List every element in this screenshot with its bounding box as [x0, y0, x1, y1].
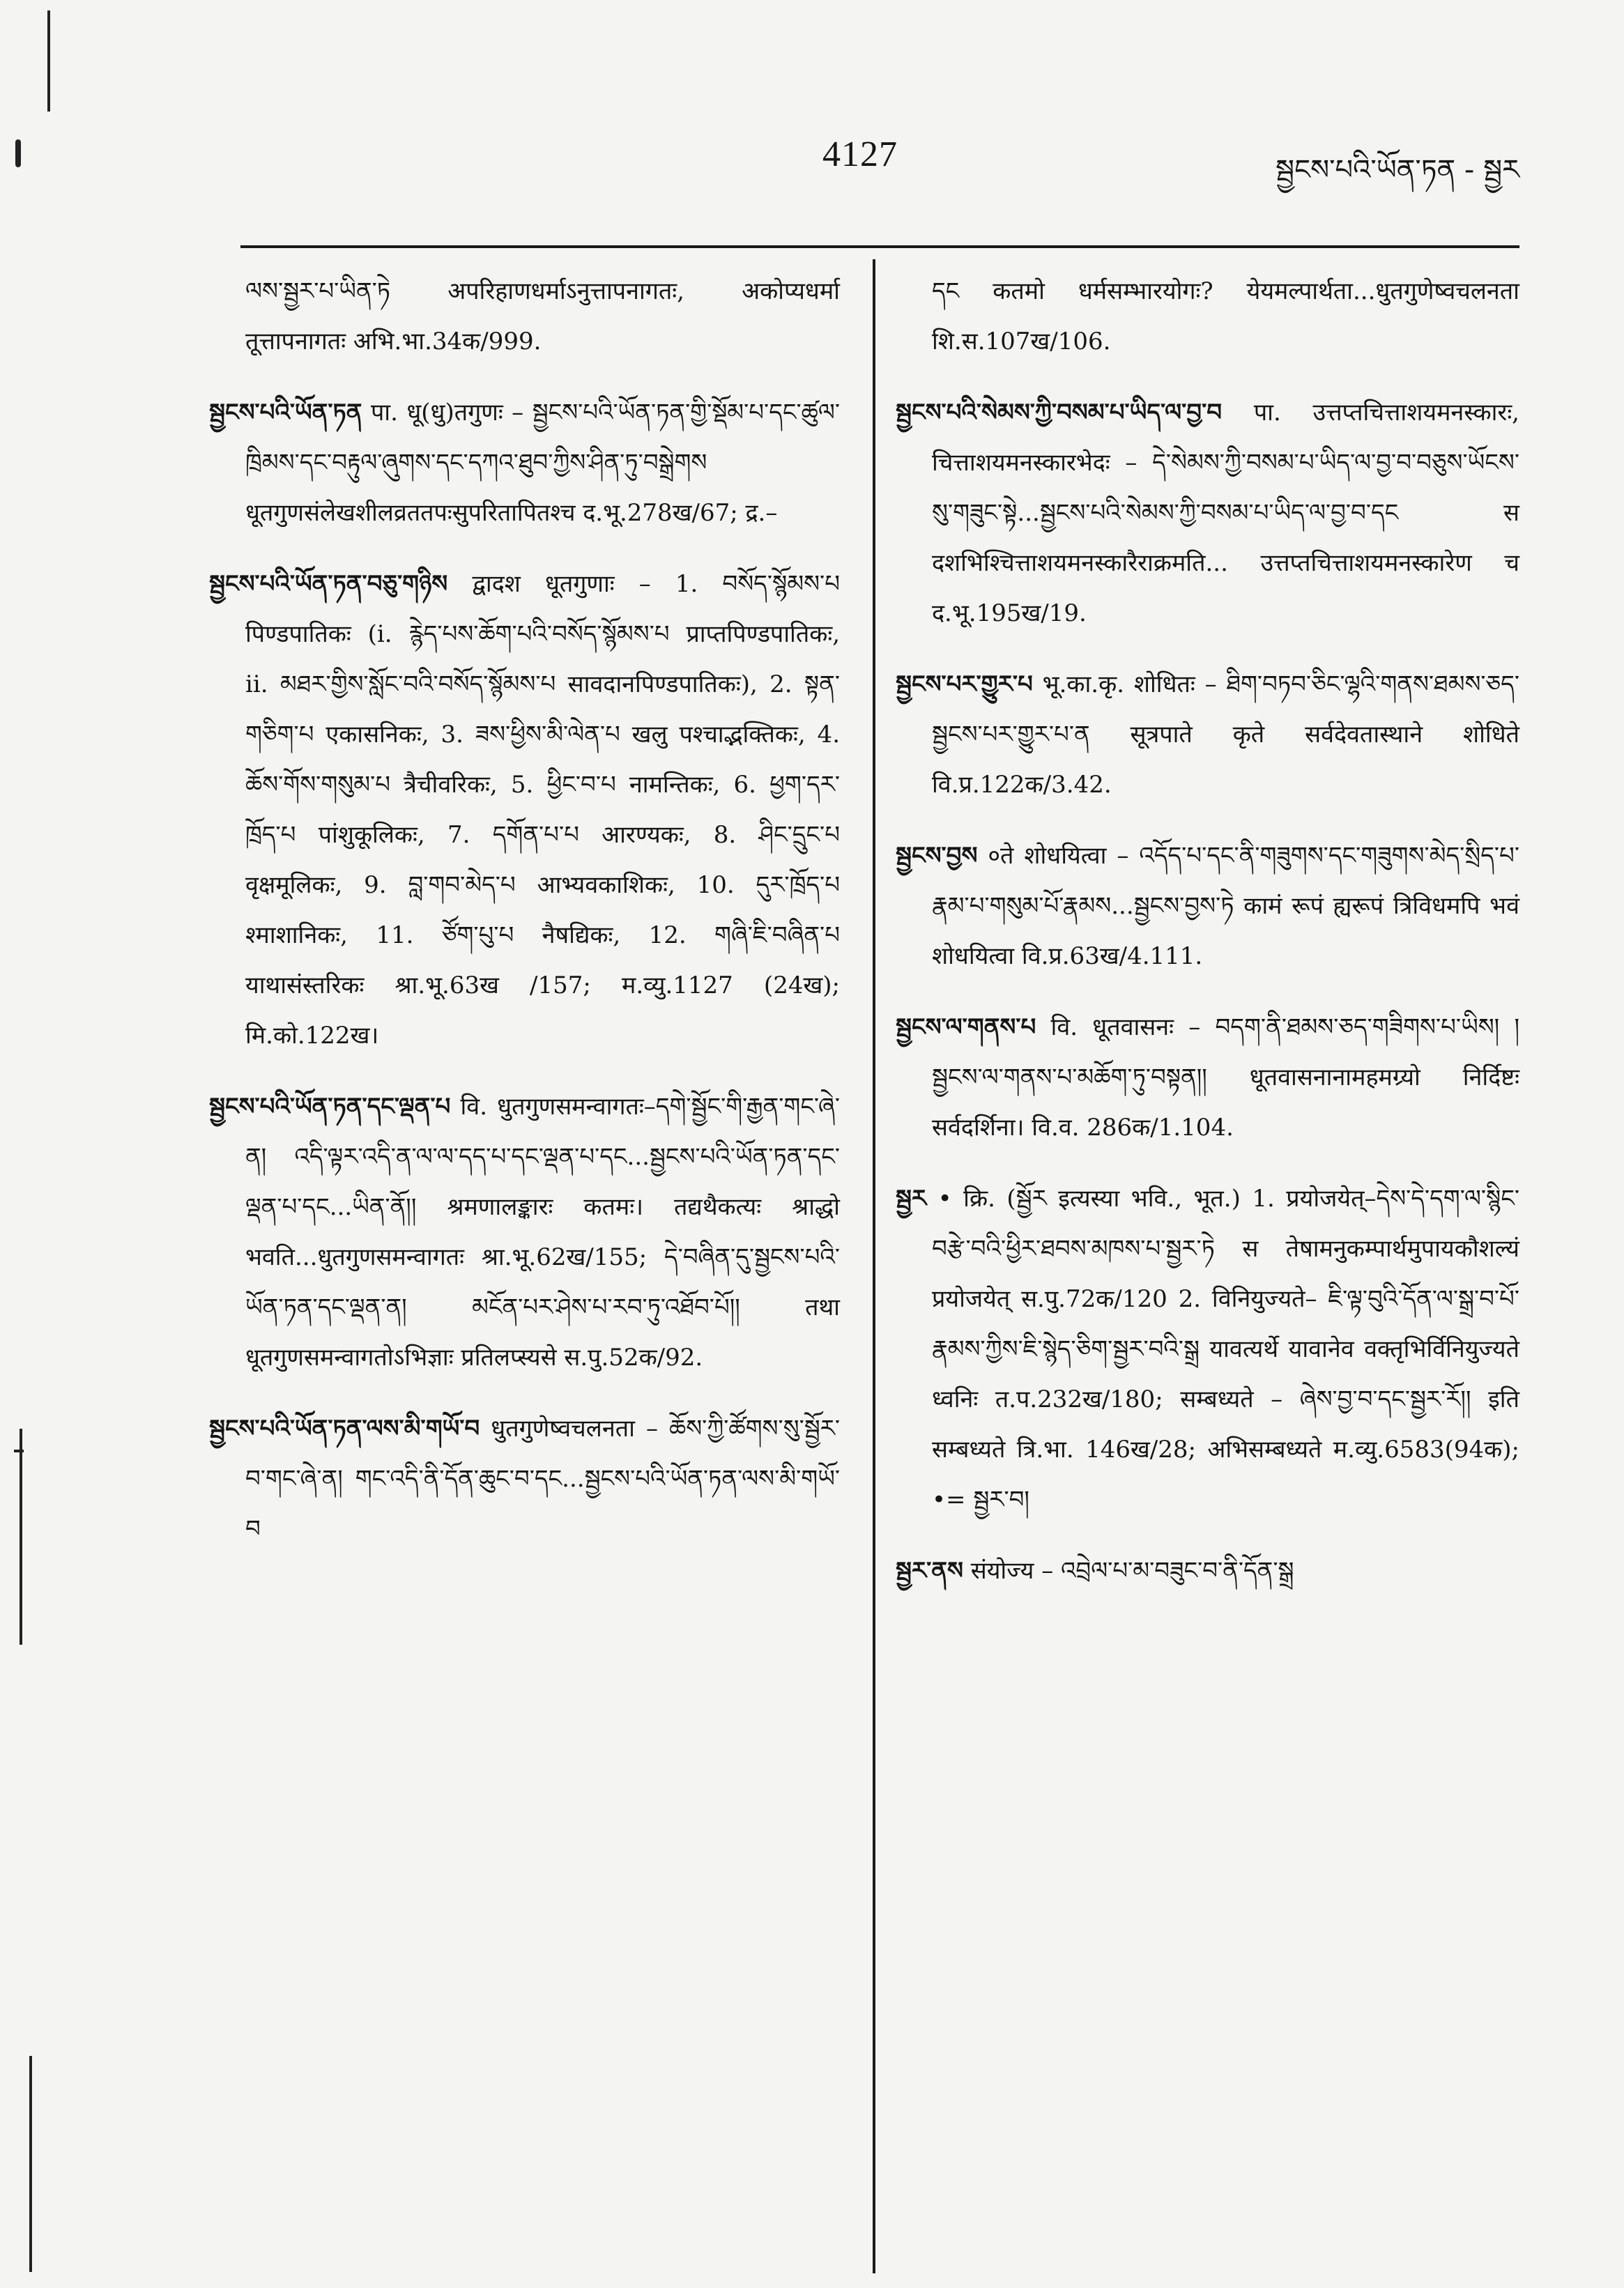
scan-margin-mark	[14, 1450, 24, 1452]
entry	[896, 387, 1519, 638]
entry-text: वि. धूतवासनः – བདག་ནི་ཐམས་ཅད་གཟིགས་པ་ཡིས། །སྦྱངས་ལ་གནས་པ་མཆོག་ཏུ་བསྟན།། धूतवासनानामहमग्र्यो निर्दिष्टः सर्वदर्शिना। वि.व. 286क/1.104.	[932, 1013, 1520, 1142]
entry-headword: སྦྱར་ནས	[896, 1557, 963, 1585]
page-number: 4127	[822, 135, 898, 174]
entry	[896, 831, 1519, 981]
entry-headword: སྦྱངས་པར་གྱུར་པ	[896, 670, 1033, 698]
entry-text: पा. उत्तप्तचित्ताशयमनस्कारः, चित्ताशयमनस्कारभेदः – དེ་སེམས་ཀྱི་བསམ་པ་ཡིད་ལ་བྱ་བ་བཅུས་ཡོངས་སུ་གཟུང་སྟེ...སྦྱངས་པའི་སེམས་ཀྱི་བསམ་པ་ཡིད་ལ་བྱ་བ་དང स दशभिश्चित्ताशयमनस्कारैराक्रमति... उत्तप्तचित्ताशयमनस्कारेण च द.भू.195ख/19.	[932, 399, 1519, 627]
entry	[209, 266, 840, 367]
entry-headword: སྦྱངས་བྱས	[896, 842, 978, 870]
entry-text: भू.का.कृ. शोधितः – ཐིག་བཏབ་ཅིང་ལྷའི་གནས་ཐམས་ཅད་སྦྱངས་པར་གྱུར་པ་ན सूत्रपाते कृते सर्वदेवतास्थाने शोधिते वि.प्र.122क/3.42.	[932, 670, 1519, 799]
entry	[896, 1174, 1519, 1525]
entry-headword: སྦྱངས་པའི་ཡོན་ཏན	[209, 399, 362, 427]
scan-margin-mark	[15, 139, 21, 167]
entry	[896, 1002, 1519, 1153]
entry-text: संयोज्य – འབྲེལ་པ་མ་བཟུང་བ་ནི་དོན་སྒྲ	[970, 1557, 1294, 1585]
entry	[896, 1546, 1519, 1596]
scan-margin-mark	[29, 2056, 32, 2272]
entry-text: • क्रि. (སྦྱོར इत्यस्या भवि., भूत.) 1. प्रयोजयेत्–དེས་དེ་དག་ལ་སྙིང་བརྩེ་བའི་ཕྱིར་ཐབས་མཁས་པ་སྦྱར་ཏེ स तेषामनुकम्पार्थमुपायकौशल्यं प्रयोजयेत् स.पु.72क/120 2. विनियुज्यते– ཇི་ལྟ་བུའི་དོན་ལ་སྒྲ་བ་པོ་རྣམས་ཀྱིས་ཇི་སྙེད་ཅིག་སྦྱར་བའི་སྒྲ यावत्यर्थे यावानेव वक्तृभिर्विनियुज्यते ध्वनिः त.प.232ख/180; सम्बध्यते – ཞེས་བྱ་བ་དང་སྦྱར་རོ།། इति सम्बध्यते त्रि.भा. 146ख/28; अभिसम्बध्यते म.व्यु.6583(94क); •= སྦྱར་བ།	[932, 1185, 1519, 1514]
scan-margin-mark	[20, 1429, 22, 1645]
scan-margin-mark	[47, 10, 50, 112]
entry-headword: སྦྱངས་པའི་སེམས་ཀྱི་བསམ་པ་ཡིད་ལ་བྱ་བ	[896, 399, 1223, 427]
entry	[896, 659, 1519, 810]
entry-headword: སྦྱངས་པའི་ཡོན་ཏན་དང་ལྡན་པ	[209, 1093, 451, 1121]
right-column	[896, 266, 1519, 1617]
entry-text: वि. धुतगुणसमन्वागतः–དགེ་སྦྱོང་གི་རྒྱན་གང་ཞེ་ན། འདི་ལྟར་འདི་ན་ལ་ལ་དད་པ་དང་ལྡན་པ་དང...སྦྱངས་པའི་ཡོན་ཏན་དང་ལྡན་པ་དང...ཡིན་ནོ།། श्रमणालङ्कारः कतमः। तद्यथैकत्यः श्राद्धो भवति...धुतगुणसमन्वागतः श्रा.भू.62ख/155; དེ་བཞིན་དུ་སྦྱངས་པའི་ཡོན་ཏན་དང་ལྡན་ན། མངོན་པར་ཤེས་པ་རབ་ཏུ་འཐོབ་པོ།། तथा धूतगुणसमन्वागतोऽभिज्ञाः प्रतिलप्स्यसे स.पु.52क/92.	[245, 1093, 840, 1372]
entry-text: ०ते शोधयित्वा – འདོད་པ་དང་ནི་གཟུགས་དང་གཟུགས་མེད་སྲིད་པ་རྣམ་པ་གསུམ་པོ་རྣམས...སྦྱངས་བྱས་ཏེ कामं रूपं ह्यरूपं त्रिविधमपि भवं शोधयित्वा वि.प्र.63ख/4.111.	[932, 842, 1519, 970]
entry	[209, 1082, 840, 1383]
entry-text: ལས་སྦྱར་པ་ཡིན་ཏེ अपरिहाणधर्माऽनुत्तापनागतः, अकोप्यधर्मा तूत्तापनागतः अभि.भा.34क/999.	[245, 277, 840, 355]
entry	[209, 559, 840, 1061]
column-divider	[873, 259, 875, 2273]
header-rule	[240, 245, 1519, 248]
entry-text: पा. धू(धु)तगुणः – སྦྱངས་པའི་ཡོན་ཏན་གྱི་སྡོམ་པ་དང་ཚུལ་ཁྲིམས་དང་བརྟུལ་ཞུགས་དང་དཀའ་ཐུབ་ཀྱིས་ཤིན་ཏུ་བསྒྲེགས धूतगुणसंलेखशीलव्रततपःसुपरितापितश्च द.भू.278ख/67; द्र.–	[245, 399, 840, 527]
entry	[896, 266, 1519, 367]
left-column	[209, 266, 840, 1575]
entry-headword: སྦྱངས་ལ་གནས་པ	[896, 1013, 1036, 1041]
entry-headword: སྦྱངས་པའི་ཡོན་ཏན་ལས་མི་གཡོ་བ	[209, 1415, 480, 1443]
running-head: སྦྱངས་པའི་ཡོན་ཏན - སྦྱར	[1276, 154, 1519, 186]
entry-text: धुतगुणेष्वचलनता – ཆོས་ཀྱི་ཚོགས་སུ་སྦྱོར་བ་གང་ཞེ་ན། གང་འདི་ནི་དོན་ཆུང་བ་དང...སྦྱངས་པའི་ཡོན་ཏན་ལས་མི་གཡོ་བ	[245, 1415, 840, 1543]
entry	[209, 387, 840, 538]
entry-headword: སྦྱར	[896, 1185, 927, 1213]
entry-text: द्वादश धूतगुणाः – 1. བསོད་སྙོམས་པ पिण्डपातिकः (i. རྙེད་པས་ཆོག་པའི་བསོད་སྙོམས་པ प्राप्तपिण्डपातिकः, ii. མཐར་གྱིས་སློང་བའི་བསོད་སྙོམས་པ सावदानपिण्डपातिकः), 2. སྟན་གཅིག་པ एकासनिकः, 3. ཟས་ཕྱིས་མི་ལེན་པ खलु पश्चाद्भक्तिकः, 4. ཆོས་གོས་གསུམ་པ त्रैचीवरिकः, 5. ཕྱིང་བ་པ नामन्तिकः, 6. ཕྱག་དར་ཁྲོད་པ पांशुकूलिकः, 7. དགོན་པ་པ आरण्यकः, 8. ཤིང་དྲུང་པ वृक्षमूलिकः, 9. བླ་གབ་མེད་པ आभ्यवकाशिकः, 10. དུར་ཁྲོད་པ श्माशानिकः, 11. ཙོག་པུ་པ नैषद्यिकः, 12. གཞི་ཇི་བཞིན་པ याथासंस्तरिकः श्रा.भू.63ख /157; म.व्यु.1127 (24ख); मि.को.122ख।	[245, 570, 840, 1050]
entry	[209, 1404, 840, 1554]
entry-headword: སྦྱངས་པའི་ཡོན་ཏན་བཅུ་གཉིས	[209, 570, 448, 598]
entry-text: དང कतमो धर्मसम्भारयोगः? येयमल्पार्थता...धुतगुणेष्वचलनता शि.स.107ख/106.	[932, 277, 1519, 355]
